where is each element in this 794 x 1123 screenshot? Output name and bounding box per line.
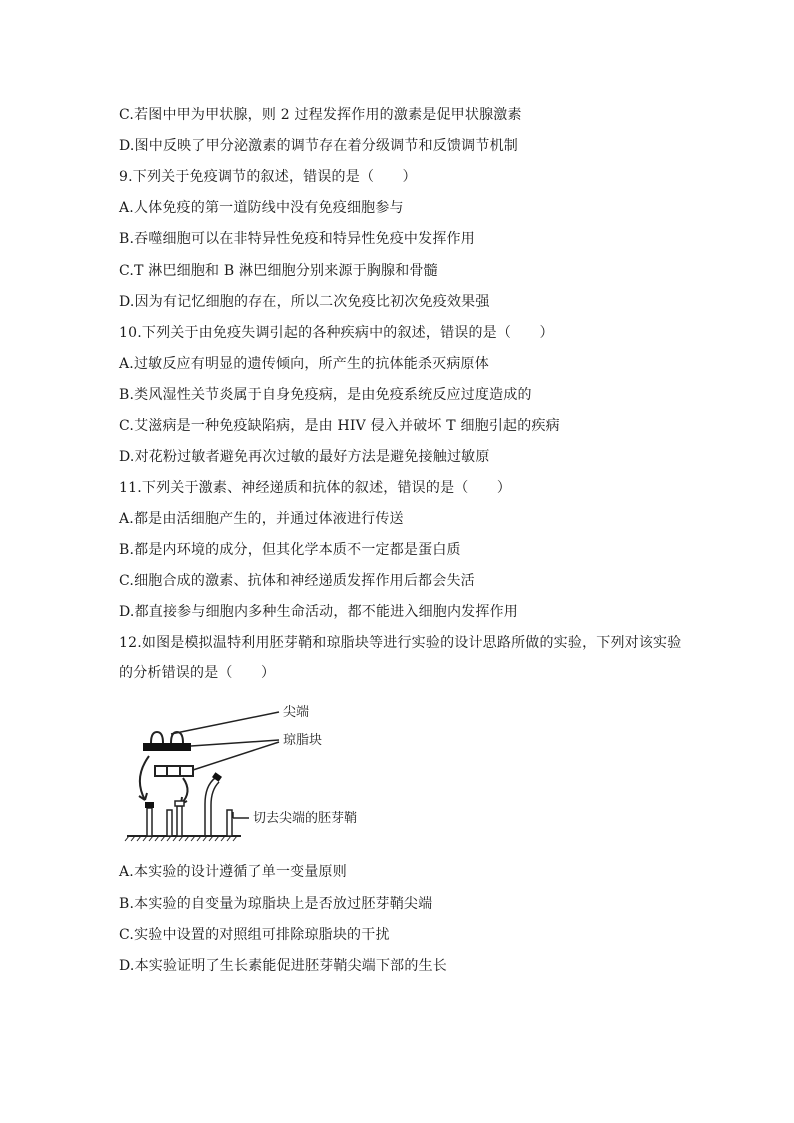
label-coleoptile: 切去尖端的胚芽鞘 [253,811,358,826]
option-c-q12: C.实验中设置的对照组可排除琼脂块的干扰 [119,927,390,943]
option-b-q10: B.类风湿性关节炎属于自身免疫病，是由免疫系统反应过度造成的 [119,387,532,403]
option-a-q11: A.都是由活细胞产生的，并通过体液进行传送 [119,511,404,527]
option-c-q8: C.若图中甲为甲状腺，则 2 过程发挥作用的激素是促甲状腺激素 [119,107,522,123]
option-d-q8: D.图中反映了甲分泌激素的调节存在着分级调节和反馈调节机制 [119,138,518,154]
option-b-q9: B.吞噬细胞可以在非特异性免疫和特异性免疫中发挥作用 [119,231,475,247]
option-d-q11: D.都直接参与细胞内多种生命活动，都不能进入细胞内发挥作用 [119,604,518,620]
coleoptile-bent [205,778,215,836]
question-12-cont: 的分析错误的是（ ） [119,665,276,681]
experiment-diagram [119,700,419,850]
agar-block-with-tips [143,743,191,751]
option-c-q11: C.细胞合成的激素、抗体和神经递质发挥作用后都会失活 [119,573,475,589]
question-9: 9.下列关于免疫调节的叙述，错误的是（ ） [119,169,417,185]
option-c-q9: C.T 淋巴细胞和 B 淋巴细胞分别来源于胸腺和骨髓 [119,263,438,279]
coleoptile-4 [227,810,232,836]
option-d-q12: D.本实验证明了生长素能促进胚芽鞘尖端下部的生长 [119,958,447,974]
option-d-q9: D.因为有记忆细胞的存在，所以二次免疫比初次免疫效果强 [119,294,490,310]
coleoptile-2 [167,810,172,836]
segmented-agar-block [155,766,193,776]
option-b-q11: B.都是内环境的成分，但其化学本质不一定都是蛋白质 [119,542,461,558]
coleoptile-tip [151,732,163,743]
option-b-q12: B.本实验的自变量为琼脂块上是否放过胚芽鞘尖端 [119,896,433,912]
question-11: 11.下列关于激素、神经递质和抗体的叙述，错误的是（ ） [119,480,512,496]
coleoptile-experiment-figure [119,700,419,850]
option-a-q12: A.本实验的设计遵循了单一变量原则 [119,864,347,880]
option-c-q10: C.艾滋病是一种免疫缺陷病，是由 HIV 侵入并破坏 T 细胞引起的疾病 [119,418,560,434]
label-tip: 尖端 [283,705,310,720]
coleoptile-1 [147,808,152,836]
label-agar: 琼脂块 [283,733,323,748]
coleoptile-3 [177,806,182,836]
question-12: 12.如图是模拟温特利用胚芽鞘和琼脂块等进行实验的设计思路所做的实验，下列对该实验 [119,635,682,651]
option-a-q10: A.过敏反应有明显的遗传倾向，所产生的抗体能杀灭病原体 [119,356,489,372]
option-a-q9: A.人体免疫的第一道防线中没有免疫细胞参与 [119,200,404,216]
question-10: 10.下列关于由免疫失调引起的各种疾病中的叙述，错误的是（ ） [119,325,554,341]
option-d-q10: D.对花粉过敏者避免再次过敏的最好方法是避免接触过敏原 [119,449,490,465]
